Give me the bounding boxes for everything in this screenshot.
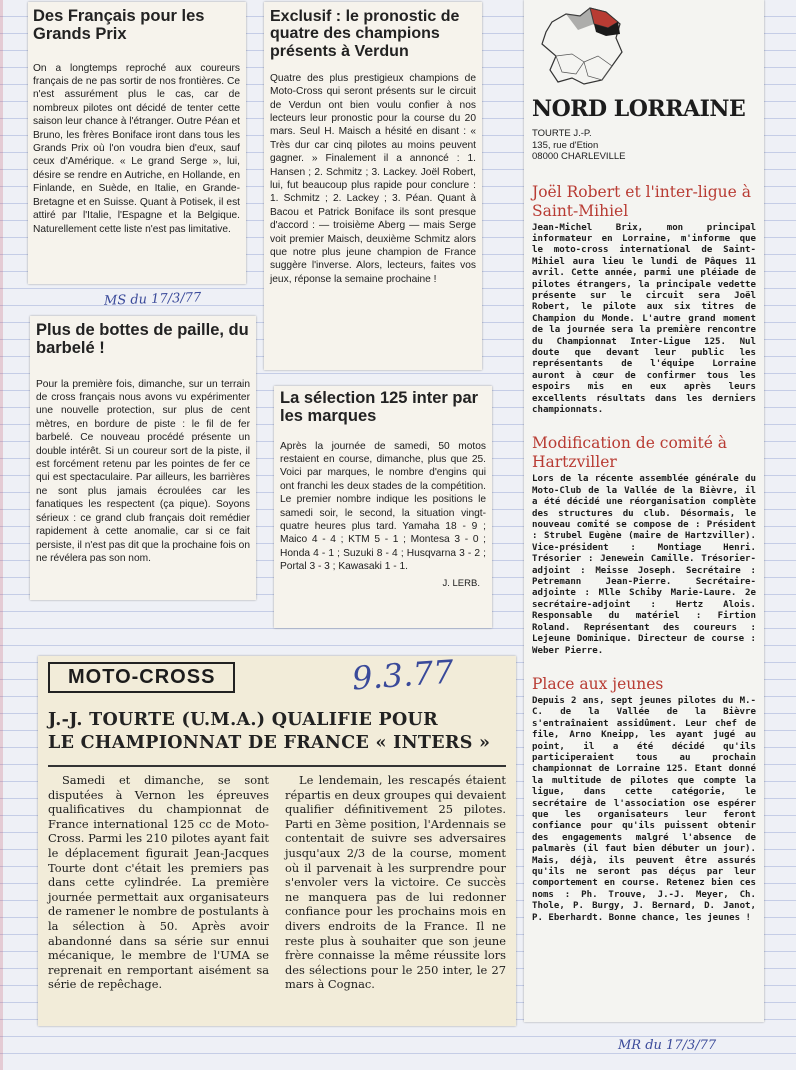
article-body: Quatre des plus prestigieux champions de Moto-Cross qui seront présents sur le circuit de Verdun ont bien voulu confier à nos lecteurs leur pronostic pour la course du 20 mars. Seul H. Maisch a hésité en disant : « Très dur car cinq pilotes au moins peuvent gagner. » Finalement il a annoncé : 1. Hansen ; 2. Schmitz ; 3. Lackey. Joël Robert, lui, fut beaucoup plus rapide pour conclure : 1. Schmitz ; 2. Lackey ; 3. Péan. Quant à Bacou et Patrick Boniface ils sont presque d'accord : — troisième Aberg — mais Serge voit premier Maisch, deuxième Schmitz alors que notre plus jeune champion de France suggère l'inverse. Alors, lecteurs, faites vos jeux, réponse la semaine prochaine !: [270, 72, 476, 285]
headline: La sélection 125 inter par les marques: [280, 389, 479, 425]
france-map-illustration: [532, 4, 756, 92]
article-body: On a longtemps reproché aux coureurs français de ne pas sortir de nos frontières. Ce n'est assurément plus le cas, car de nombreux pilotes ont décidé de tenter cette saison leur chance à l'étranger. Outre Péan et Bruno, les frères Boniface iront dans tous les Grands Prix où l'on voudra bien d'eux, sauf ceux d'Amérique. « Le grand Serge », lui, désire se rendre en Autriche, en Hollande, en Finlande, en Suède, en Italie, en Grande-Bretagne et en Suisse. Quant à Potisek, il est attiré par l'Italie, l'Espagne et la Belgique. Naturellement cette liste n'est pas limitative.: [33, 62, 240, 235]
clipping-selection-125: [274, 386, 492, 628]
article-body: Après la journée de samedi, 50 motos restaient en course, dimanche, plus que 25. Voici par marques, le nombre d'engins qui ont franchi les deux stades de la compétition. Le premier nombre indique les positions le samedi soir, le second, la situation vingt-quatre heures plus tard. Yamaha 18 - 9 ; Maico 4 - 4 ; KTM 5 - 1 ; Montesa 3 - 0 ; Honda 4 - 1 ; Suzuki 8 - 4 ; Husqvarna 3 - 2 ; Portal 3 - 3 ; Kawasaki 1 - 1.: [280, 440, 486, 573]
column-text: Samedi et dimanche, se sont disputées à Vernon les épreuves qualificatives du championnat de France international 125 cc de Moto-Cross. Parmi les 210 pilotes ayant fait le déplacement figurait Jean-Jacques Tourte dont c'était les premiers pas dans cette cylindrée. La première journée permettait aux organisateurs de ramener le nombre de postulants à la sélection à 50. Après avoir abandonné dans sa série sur ennui mécanique, le membre de l'UMA se reprenait en remportant aisément sa série de repêchage.: [48, 773, 269, 992]
section-body: Depuis 2 ans, sept jeunes pilotes du M.-C. de la Vallée de la Bièvre s'entraînaient assidûment. Leur chef de file, Arno Kneipp, les ayant jugé au point, il a été décidé qu'ils participeraient tous au prochain championnat de Lorraine 125. Etant donné la multitude de pilotes que compte la ligue, dans cette catégorie, le secrétaire de l'association ose espérer que les organisateurs leur feront confiance pour qu'ils puissent obtenir des engagements malgré l'absence de palmarès (il faut bien débuter un jour). Mais, déjà, ils peuvent être assurés qu'ils ne seront pas déçus par leur comportement en course. Retenez bien ces noms : Ph. Trouve, J.-J. Meyer, Ch. Thole, P. Burgy, J. Bernard, D. Janot, P. Eberhardt. Bonne chance, les jeunes !: [532, 695, 756, 923]
headline: Exclusif : le pronostic de quatre des champions présents à Verdun: [270, 8, 460, 60]
headline: Des Français pour les Grands Prix: [33, 7, 205, 43]
headline-line: J.-J. TOURTE (U.M.A.) QUALIFIE POUR: [48, 710, 438, 730]
address-line: TOURTE J.-P.: [532, 128, 592, 139]
france-map-icon: [532, 4, 632, 88]
section-tag: MOTO-CROSS: [48, 662, 235, 693]
section-title: Joël Robert et l'inter-ligue à Saint-Mihiel: [532, 182, 751, 220]
region-title: NORD LORRAINE: [532, 96, 746, 122]
divider: [48, 765, 506, 767]
article-body: Pour la première fois, dimanche, sur un terrain de cross français nous avons vu expérimenter une nouvelle protection, sur plus de cent mètres, en bordure de piste : le fil de fer barbelé. Ce nouveau procédé présente un double intérêt. Si un coureur sort de la piste, il est forcément retenu par les pointes de fer ce qui est spectaculaire. Par ailleurs, les barrières ne sont plus jamais écroulées car les fanatiques les respectent (ça pique). Soyons sérieux : ce grand club français doit remédier rapidement à cette anomalie, car si ce fait persiste, il n'est pas dit que la prochaine fois on ne révélera pas son nom.: [36, 378, 250, 564]
section-body: Jean-Michel Brix, mon principal informateur en Lorraine, m'informe que le moto-cross international de Saint-Mihiel aura lieu le lundi de Pâques 11 avril. Cette année, parmi une pléiade de pilotes étrangers, la principale vedette présente sur le circuit sera Joël Robert, le pilote aux six titres de Champion du Monde. L'autre grand moment de la journée sera la première rencontre du Championnat Inter-Ligue 125. Nul doute que devant leur public les représentants de l'équipe Lorraine auront à cœur de confirmer tous les espoirs mis en eux après leurs excellents résultats dans les derniers championnats.: [532, 222, 756, 415]
clipping-barbele: [30, 316, 256, 600]
handwritten-date-large: 9.3.77: [350, 652, 455, 698]
column-text: Le lendemain, les rescapés étaient répartis en deux groupes qui devaient qualifier définitivement 25 pilotes. Parti en 3ème position, l'Ardennais se contentait de suivre ses adversaires jusqu'aux 2/3 de la course, moment où il parvenait à les surprendre pour s'envoler vers la victoire. Ce succès ne manquera pas de lui redonner confiance pour les prochains mois en divers endroits de la France. Il ne reste plus à souhaiter que son jeune frère connaisse la même réussite lors des sélections pour le 250 inter, le 27 mars à Cognac.: [285, 773, 506, 992]
correspondent-address: [532, 128, 756, 163]
clipping-pronostic: [264, 2, 482, 370]
address-line: 135, rue d'Etion: [532, 139, 599, 151]
headline-line: LE CHAMPIONNAT DE FRANCE « INTERS »: [48, 733, 491, 753]
article-columns: [48, 773, 506, 992]
section-title: Place aux jeunes: [532, 674, 664, 693]
clipping-grands-prix: [28, 2, 246, 284]
headline: Plus de bottes de paille, du barbelé !: [36, 321, 249, 357]
headline: [48, 709, 506, 755]
section-title: Modification de comité à Hartzviller: [532, 434, 728, 472]
notebook-margin-line: [0, 0, 3, 1070]
section-body: Lors de la récente assemblée générale du Moto-Club de la Vallée de la Bièvre, il a été décidé une réorganisation complète des structures du club. Désormais, le nouveau comité se compose de : Président : Strubel Eugène (maire de Hartzviller). Vice-président : Montiage Henri. Trésorier : Jenewein Camille. Trésorier-adjoint : Meisse Joseph. Secrétaire : Petremann Jean-Pierre. Secrétaire-adjointe : Mlle Schiby Marie-Laure. 2e secrétaire-adjoint : Hertz Alois. Responsable du matériel : Firtion Roland. Représentant des coureurs : Lejeune Dominique. Directeur de course : Weber Pierre.: [532, 474, 756, 656]
clipping-moto-cross: [38, 656, 516, 1026]
address-line: 08000 CHARLEVILLE: [532, 151, 626, 162]
clipping-nord-lorraine: [524, 0, 764, 1022]
article-column: [48, 773, 269, 992]
handwritten-date-note: MS du 17/3/77: [103, 290, 202, 309]
handwritten-date-note: MR du 17/3/77: [618, 1038, 717, 1053]
author-signature: J. LERB.: [442, 577, 480, 589]
article-column: [285, 773, 506, 992]
